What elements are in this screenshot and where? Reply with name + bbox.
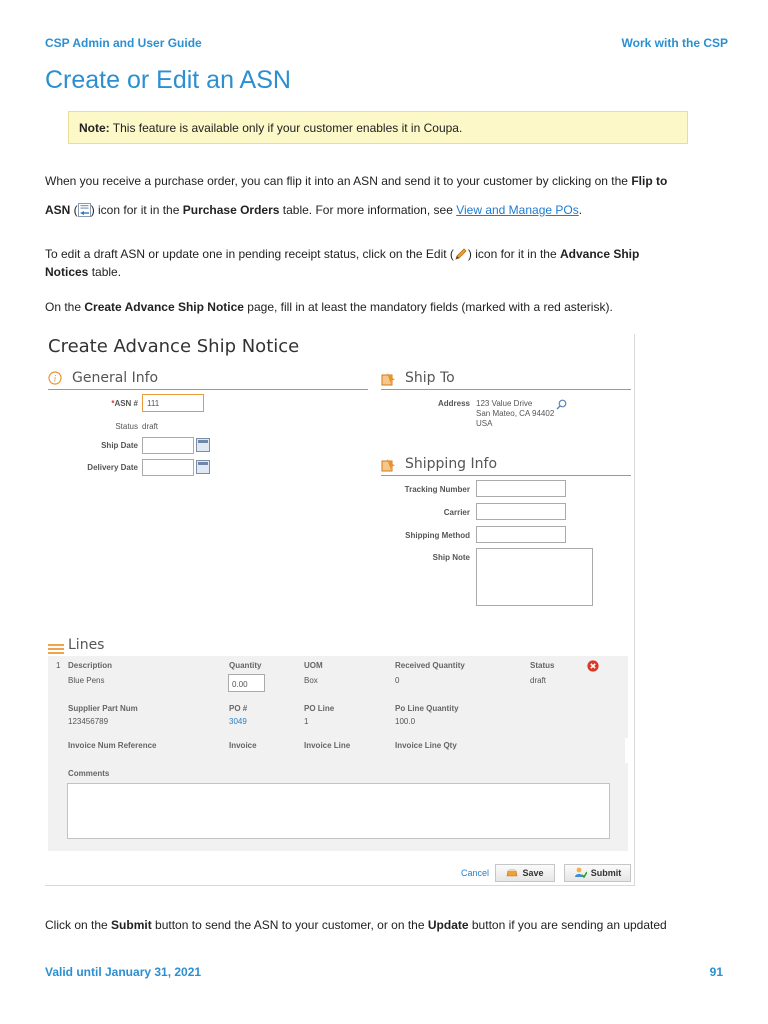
note-text: This feature is available only if your customer enables it in Coupa. — [109, 121, 463, 135]
line-po-number-link[interactable]: 3049 — [229, 717, 247, 726]
col-quantity-header: Quantity — [229, 661, 262, 670]
svg-text:i: i — [53, 373, 57, 384]
ship-to-title: Ship To — [405, 370, 455, 386]
flip-to-asn-icon — [78, 203, 91, 221]
paragraph-flip-line1: When you receive a purchase order, you can flip it into an ASN and send it to your customer by clicking on the Flip to — [45, 174, 668, 188]
search-icon[interactable] — [556, 397, 567, 415]
tracking-number-label: Tracking Number — [404, 485, 470, 494]
comments-label: Comments — [68, 769, 110, 778]
page-title: Create or Edit an ASN — [45, 66, 291, 94]
calendar-icon[interactable] — [196, 460, 210, 474]
col-uom-header: UOM — [304, 661, 323, 670]
asn-number-label: *ASN # — [111, 399, 138, 408]
paragraph-mandatory: On the Create Advance Ship Notice page, fill in at least the mandatory fields (marked with a red asterisk). — [45, 300, 613, 314]
line-quantity-input[interactable]: 0.00 — [228, 674, 265, 692]
save-icon — [506, 868, 518, 879]
note-label: Note: — [79, 121, 110, 135]
col-description-header: Description — [68, 661, 113, 670]
header-section-title: Work with the CSP — [621, 36, 728, 50]
info-icon — [48, 371, 62, 390]
line-status: draft — [530, 676, 547, 685]
page-number: 91 — [709, 965, 723, 979]
submit-button[interactable]: Submit — [564, 864, 631, 882]
line-uom: Box — [304, 676, 318, 685]
address-label: Address — [437, 399, 470, 408]
col-supplier-part-num-header: Supplier Part Num — [68, 704, 138, 713]
line-number: 1 — [56, 661, 61, 670]
comments-textarea[interactable] — [67, 783, 610, 839]
address-value: 123 Value Drive San Mateo, CA 94402 USA — [476, 399, 555, 428]
general-info-divider — [48, 389, 368, 390]
general-info-title: General Info — [72, 370, 159, 386]
col-invoice-line-header: Invoice Line — [304, 741, 351, 750]
col-po-line-header: PO Line — [304, 704, 335, 713]
lines-title: Lines — [68, 637, 105, 653]
save-button[interactable]: Save — [495, 864, 555, 882]
paragraph-submit: Click on the Submit button to send the ASN to your customer, or on the Update button if you are sending an updated — [45, 918, 667, 932]
delivery-date-input[interactable] — [142, 459, 194, 476]
ship-date-label: Ship Date — [101, 441, 138, 450]
line-po-line: 1 — [304, 717, 309, 726]
view-and-manage-pos-link[interactable]: View and Manage POs — [456, 203, 579, 217]
pencil-edit-icon — [454, 247, 468, 265]
col-invoice-num-reference-header: Invoice Num Reference — [68, 741, 157, 750]
shipping-info-divider — [381, 475, 631, 476]
line-description: Blue Pens — [68, 676, 105, 685]
carrier-input[interactable] — [476, 503, 566, 520]
shipping-method-input[interactable] — [476, 526, 566, 543]
ship-date-input[interactable] — [142, 437, 194, 454]
status-value: draft — [142, 422, 159, 431]
calendar-icon[interactable] — [196, 438, 210, 452]
cancel-link[interactable]: Cancel — [461, 868, 490, 878]
header-guide-title: CSP Admin and User Guide — [45, 36, 202, 50]
ship-note-textarea[interactable] — [476, 548, 593, 606]
delete-icon[interactable] — [587, 659, 599, 677]
scrollbar[interactable] — [625, 738, 629, 763]
col-po-line-quantity-header: Po Line Quantity — [395, 704, 459, 713]
note-box — [68, 111, 688, 144]
line-po-line-quantity: 100.0 — [395, 717, 416, 726]
status-label: Status — [115, 422, 138, 431]
ship-to-divider — [381, 389, 631, 390]
tracking-number-input[interactable] — [476, 480, 566, 497]
paragraph-flip-line2: ASN ( ) icon for it in the Purchase Orders table. For more information, see View and Manage POs. — [45, 203, 725, 221]
col-received-quantity-header: Received Quantity — [395, 661, 465, 670]
shipping-method-label: Shipping Method — [405, 531, 470, 540]
carrier-label: Carrier — [443, 508, 470, 517]
col-status-header: Status — [530, 661, 555, 670]
asn-number-input[interactable]: 111 — [142, 394, 204, 412]
form-title: Create Advance Ship Notice — [48, 336, 300, 357]
paragraph-edit: To edit a draft ASN or update one in pending receipt status, click on the Edit ( ) icon for it in the Advance Ship Notices table. — [45, 247, 640, 279]
footer-validity: Valid until January 31, 2021 — [45, 965, 202, 979]
col-invoice-header: Invoice — [229, 741, 257, 750]
ship-note-label: Ship Note — [432, 553, 470, 562]
submit-icon — [574, 867, 587, 880]
col-po-number-header: PO # — [229, 704, 248, 713]
delivery-date-label: Delivery Date — [87, 463, 138, 472]
line-received-quantity: 0 — [395, 676, 400, 685]
line-supplier-part-num: 123456789 — [68, 717, 109, 726]
shipping-info-title: Shipping Info — [405, 456, 498, 472]
col-invoice-line-qty-header: Invoice Line Qty — [395, 741, 457, 750]
